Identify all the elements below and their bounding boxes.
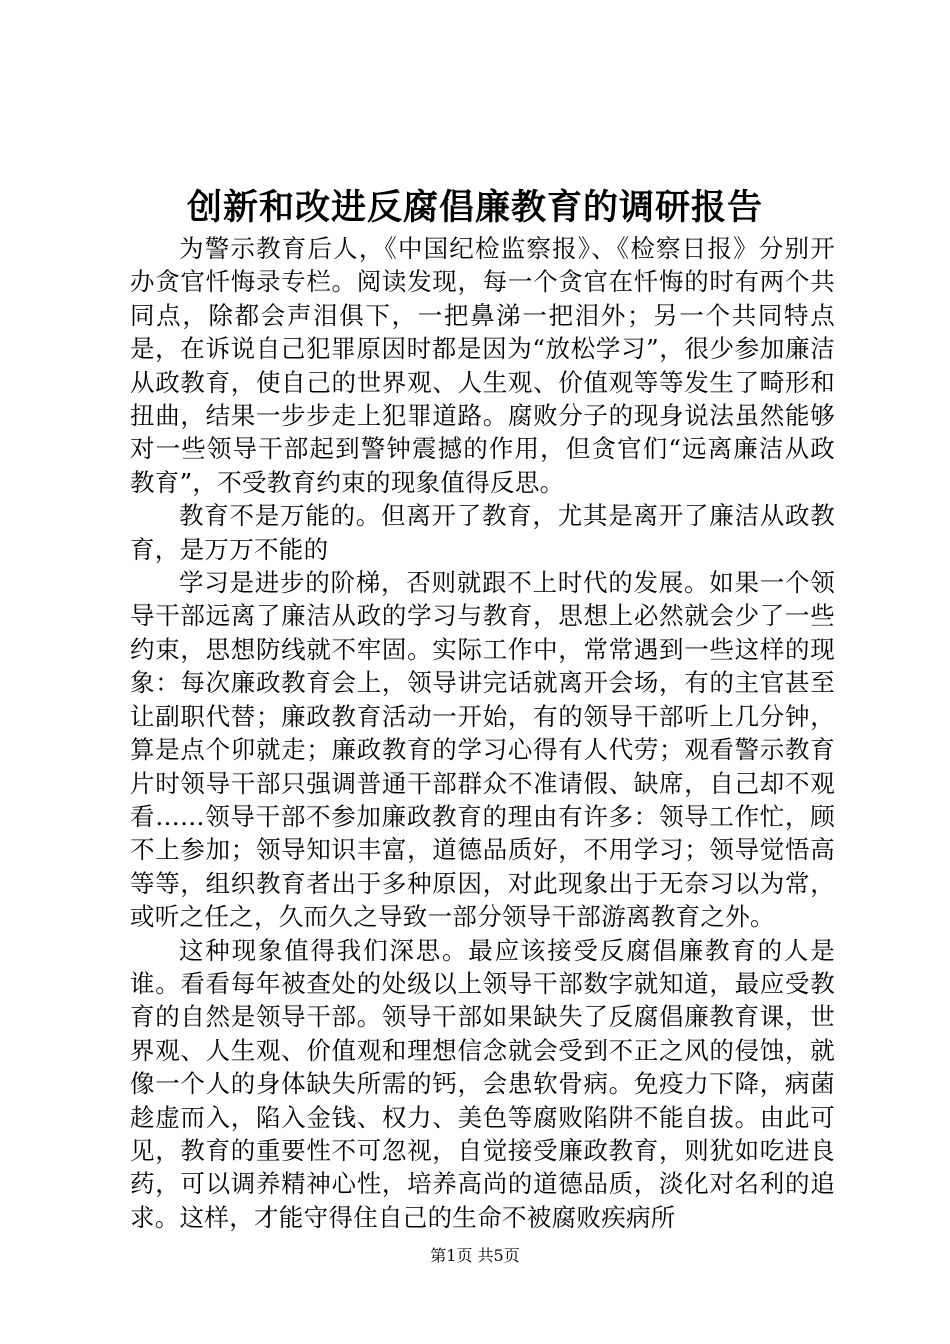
paragraph-2: 教育不是万能的。但离开了教育，尤其是离开了廉洁从政教育，是万万不能的 bbox=[130, 501, 835, 564]
page-number-footer: 第1页 共5页 bbox=[430, 1246, 520, 1265]
document-body bbox=[130, 232, 835, 1234]
paragraph-1: 为警示教育后人，《中国纪检监察报》、《检察日报》分别开办贪官忏悔录专栏。阅读发现，每一个贪官在忏悔的时有两个共同点，除都会声泪俱下，一把鼻涕一把泪外；另一个共同特点是，在诉说自己犯罪原因时都是因为“放松学习”，很少参加廉洁从政教育，使自己的世界观、人生观、价值观等等发生了畸形和扭曲，结果一步步走上犯罪道路。腐败分子的现身说法虽然能够对一些领导干部起到警钟震撼的作用，但贪官们“远离廉洁从政教育”，不受教育约束的现象值得反思。 bbox=[130, 234, 836, 497]
document-title: 创新和改进反腐倡廉教育的调研报告 bbox=[186, 187, 763, 228]
paragraph-3: 学习是进步的阶梯，否则就跟不上时代的发展。如果一个领导干部远离了廉洁从政的学习与教育，思想上必然就会少了一些约束，思想防线就不牢固。实际工作中，常常遇到一些这样的现象：每次廉政教育会上，领导讲完话就离开会场，有的主官甚至让副职代替；廉政教育活动一开始，有的领导干部听上几分钟，算是点个卯就走；廉政教育的学习心得有人代劳；观看警示教育片时领导干部只强调普通干部群众不准请假、缺席，自己却不观看……领导干部不参加廉政教育的理由有许多：领导工作忙，顾不上参加；领导知识丰富，道德品质好，不用学习；领导觉悟高等等，组织教育者出于多种原因，对此现象出于无奈习以为常，或听之任之，久而久之导致一部分领导干部游离教育之外。 bbox=[130, 568, 835, 932]
paragraph-4: 这种现象值得我们深思。最应该接受反腐倡廉教育的人是谁。看看每年被查处的处级以上领导干部数字就知道，最应受教育的自然是领导干部。领导干部如果缺失了反腐倡廉教育课，世界观、人生观、价值观和理想信念就会受到不正之风的侵蚀，就像一个人的身体缺失所需的钙，会患软骨病。免疫力下降，病菌趁虚而入，陷入金钱、权力、美色等腐败陷阱不能自拔。由此可见，教育的重要性不可忽视，自觉接受廉政教育，则犹如吃进良药，可以调养精神心性，培养高尚的道德品质，淡化对名利的追求。这样，才能守得住自己的生命不被腐败疾病所 bbox=[130, 935, 835, 1232]
